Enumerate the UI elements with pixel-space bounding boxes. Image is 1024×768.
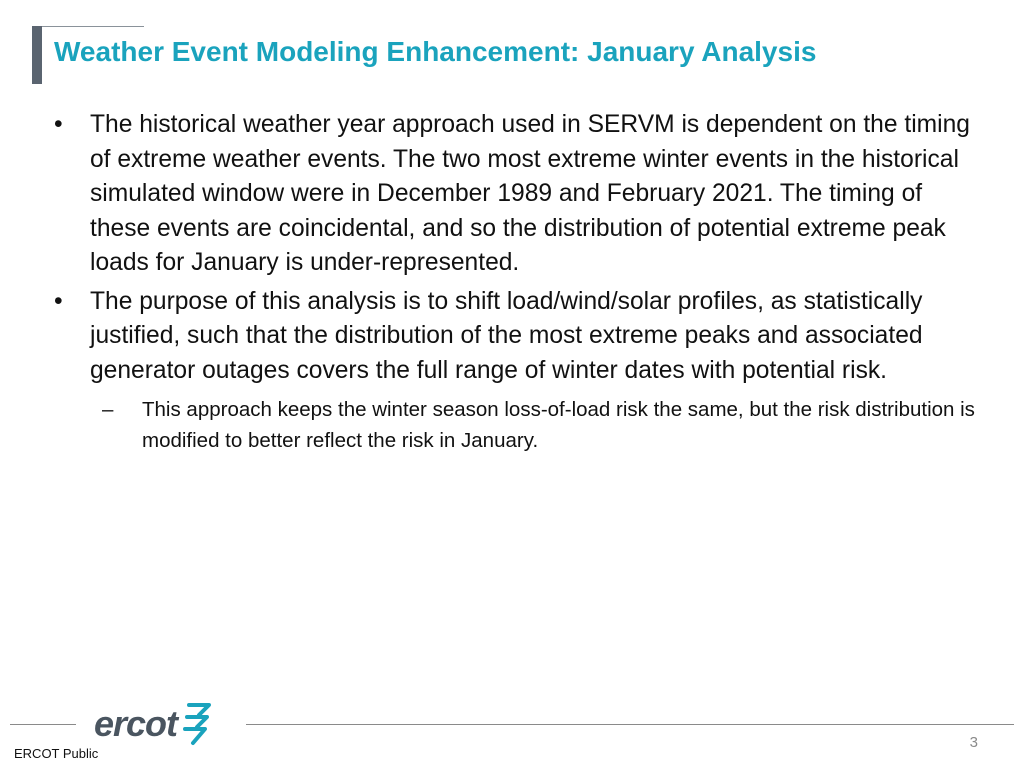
title-accent-bar <box>32 26 42 84</box>
bullet-item <box>48 285 978 389</box>
bullet-marker: • <box>54 287 63 315</box>
page-number: 3 <box>969 734 978 751</box>
slide-title: Weather Event Modeling Enhancement: January Analysis <box>54 36 817 67</box>
footer-divider-left <box>10 724 76 725</box>
classification-label: ERCOT Public <box>14 746 99 761</box>
title-accent-line <box>42 26 144 27</box>
sub-bullet-marker: – <box>102 398 114 421</box>
bullet-text: The purpose of this analysis is to shift load/wind/solar profiles, as statistically justified, such that the distribution of the most extreme peaks and associated generator outages covers the full range of winter dates with potential risk. <box>90 287 923 384</box>
ercot-lightning-icon <box>181 701 215 747</box>
sub-bullet-item <box>48 394 978 456</box>
ercot-logo <box>94 700 215 748</box>
bullet-item <box>48 108 978 281</box>
bullet-text: The historical weather year approach used in SERVM is dependent on the timing of extreme weather events. The two most extreme winter events in the historical simulated window were in December 1989 and February 2021. The timing of these events are coincidental, and so the distribution of potential extreme peak loads for January is under-represented. <box>90 111 970 276</box>
logo-wordmark: ercot <box>94 703 178 744</box>
slide-content <box>48 108 978 456</box>
footer-divider-right <box>246 724 1014 725</box>
bullet-marker: • <box>54 111 63 138</box>
sub-bullet-text: This approach keeps the winter season loss-of-load risk the same, but the risk distribution is modified to better reflect the risk in January. <box>142 398 975 452</box>
